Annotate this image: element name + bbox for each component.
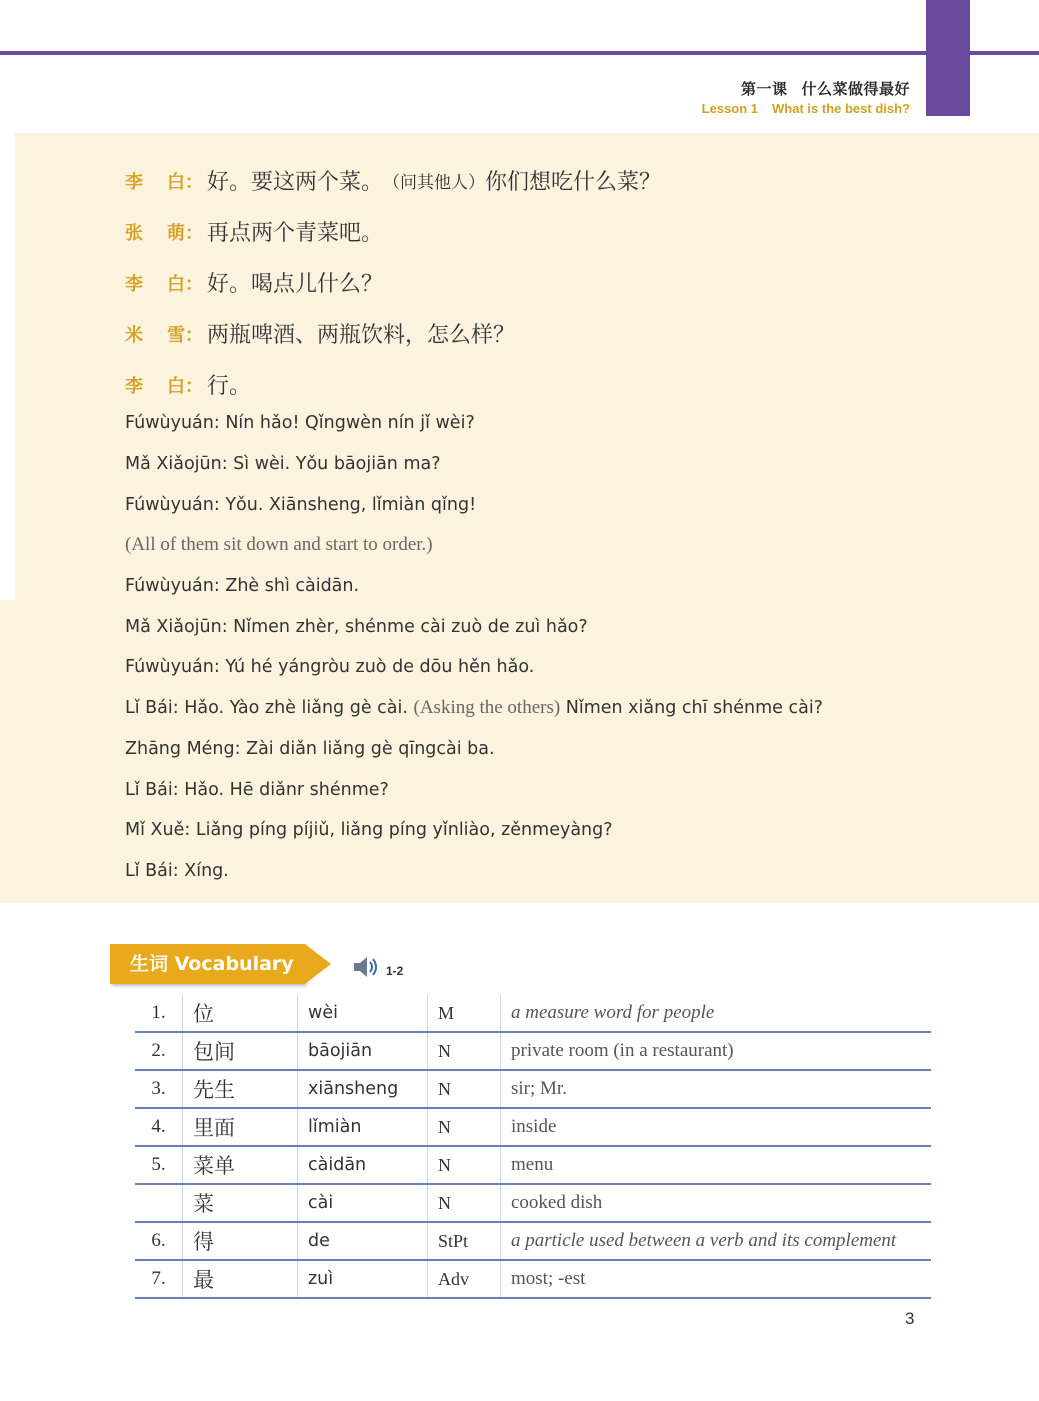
vocab-part-of-speech: N: [428, 1184, 501, 1222]
vocab-part-of-speech: M: [428, 995, 501, 1032]
line-text: Lǐ Bái: Hǎo. Yào zhè liǎng gè cài.: [125, 698, 414, 719]
dialogue-line-pinyin: [125, 403, 823, 444]
vocab-pinyin: xiānsheng: [298, 1070, 428, 1108]
vocab-part-of-speech: StPt: [428, 1222, 501, 1260]
speaker-second-char: 白：: [167, 273, 203, 295]
dialogue-line-cn: [125, 206, 661, 257]
vocab-definition: cooked dish: [501, 1184, 932, 1222]
vocab-pinyin: bāojiān: [298, 1032, 428, 1070]
dialogue-line-pinyin: [125, 810, 823, 851]
speaker-label: [125, 270, 207, 296]
dialogue-line-pinyin: [125, 606, 823, 647]
line-text: Fúwùyuán: Yú hé yángròu zuò de dōu hěn hǎo.: [125, 657, 535, 678]
vocab-row: [135, 1184, 931, 1222]
line-text: 再点两个青菜吧。: [207, 221, 384, 246]
dialogue-line-pinyin: [125, 444, 823, 485]
dialogue-line-pinyin: [125, 729, 823, 770]
vocab-row: [135, 1032, 931, 1070]
vocab-number: 3.: [135, 1070, 183, 1108]
vocab-definition: menu: [501, 1146, 932, 1184]
vocab-pinyin: cài: [298, 1184, 428, 1222]
speaker-first-char: 李: [125, 375, 143, 397]
vocab-definition: private room (in a restaurant): [501, 1032, 932, 1070]
dialogue-line-pinyin: [125, 851, 823, 892]
speaker-first-char: 张: [125, 222, 143, 244]
page-number: 3: [905, 1309, 915, 1328]
dialogue-line-pinyin: [125, 688, 823, 729]
vocab-definition: a measure word for people: [501, 995, 932, 1032]
speaker-first-char: 米: [125, 324, 143, 346]
speaker-label: [125, 219, 207, 245]
vocab-part-of-speech: N: [428, 1032, 501, 1070]
vocab-number: 4.: [135, 1108, 183, 1146]
line-text: 好。喝点儿什么？: [207, 272, 384, 297]
vocab-number: [135, 1184, 183, 1222]
vocab-row: [135, 995, 931, 1032]
vocab-row: [135, 1108, 931, 1146]
vocab-row: [135, 1070, 931, 1108]
speaker-label: [125, 372, 207, 398]
vocab-definition: sir; Mr.: [501, 1070, 932, 1108]
vocab-pinyin: wèi: [298, 995, 428, 1032]
line-text: 两瓶啤酒、两瓶饮料，怎么样？: [207, 323, 516, 348]
line-text: Mǎ Xiǎojūn: Nǐmen zhèr, shénme cài zuò de zuì hǎo?: [125, 616, 588, 637]
vocabulary-table: [135, 995, 931, 1299]
speaker-second-char: 白：: [167, 171, 203, 193]
vocab-pinyin: lǐmiàn: [298, 1108, 428, 1146]
lesson-number-en: Lesson 1: [701, 101, 759, 116]
vocab-row: [135, 1222, 931, 1260]
running-head: [702, 78, 910, 116]
speaker-second-char: 雪：: [167, 324, 203, 346]
stage-direction: (All of them sit down and start to order.): [125, 534, 433, 556]
vocab-part-of-speech: N: [428, 1070, 501, 1108]
vocab-character: 包间: [183, 1032, 298, 1070]
dialogue-line-cn: [125, 308, 661, 359]
vocab-definition: inside: [501, 1108, 932, 1146]
vocab-number: 5.: [135, 1146, 183, 1184]
speaker-icon[interactable]: [352, 955, 380, 979]
dialogue-line-cn: [125, 257, 661, 308]
dialogue-line-pinyin: [125, 566, 823, 607]
vocab-row: [135, 1260, 931, 1298]
vocab-character: 先生: [183, 1070, 298, 1108]
vocab-number: 6.: [135, 1222, 183, 1260]
vocab-character: 菜: [183, 1184, 298, 1222]
stage-direction: (Asking the others): [413, 697, 561, 719]
vocab-part-of-speech: Adv: [428, 1260, 501, 1298]
speaker-label: [125, 321, 207, 347]
line-text: Zhāng Méng: Zài diǎn liǎng gè qīngcài ba.: [125, 738, 495, 759]
dialogue-line-pinyin: [125, 525, 823, 566]
vocab-title-en: Vocabulary: [174, 953, 294, 975]
vocab-pinyin: de: [298, 1222, 428, 1260]
banner-arrow: [305, 944, 331, 984]
vocab-character: 位: [183, 995, 298, 1032]
vocab-number: 2.: [135, 1032, 183, 1070]
running-head-cn: [702, 78, 910, 99]
line-text: 行。: [207, 374, 252, 399]
top-rule: [0, 51, 1039, 55]
dialogue-cn: [125, 155, 661, 410]
line-text: Fúwùyuán: Zhè shì càidān.: [125, 576, 360, 597]
line-text: Mǐ Xuě: Liǎng píng píjiǔ, liǎng píng yǐnliào, zěnmeyàng?: [125, 820, 613, 841]
dialogue-line-pinyin: [125, 484, 823, 525]
vocab-character: 得: [183, 1222, 298, 1260]
speaker-label: [125, 168, 207, 194]
line-text: Lǐ Bái: Xíng.: [125, 860, 229, 881]
running-head-en: [702, 101, 910, 116]
vocab-number: 7.: [135, 1260, 183, 1298]
line-text: Mǎ Xiǎojūn: Sì wèi. Yǒu bāojiān ma?: [125, 454, 441, 475]
vocab-title-cn: 生词: [130, 953, 169, 975]
line-text-continued: 你们想吃什么菜？: [485, 170, 662, 195]
speaker-second-char: 萌：: [167, 222, 203, 244]
speaker-first-char: 李: [125, 273, 143, 295]
line-text: 好。要这两个菜。: [207, 170, 384, 195]
line-text: Fúwùyuán: Nín hǎo! Qǐngwèn nín jǐ wèi?: [125, 413, 475, 434]
dialogue-panel-notch: [0, 600, 15, 903]
lesson-title-en: What is the best dish?: [772, 101, 910, 116]
audio-track-number: 1-2: [386, 964, 404, 978]
audio-track[interactable]: [352, 955, 403, 979]
line-text: Lǐ Bái: Hǎo. Hē diǎnr shénme?: [125, 779, 389, 800]
vocab-row: [135, 1146, 931, 1184]
vocab-definition: most; -est: [501, 1260, 932, 1298]
speaker-second-char: 白：: [167, 375, 203, 397]
speaker-first-char: 李: [125, 171, 143, 193]
line-text: Fúwùyuán: Yǒu. Xiānsheng, lǐmiàn qǐng!: [125, 494, 477, 515]
vocab-character: 最: [183, 1260, 298, 1298]
vocab-pinyin: zuì: [298, 1260, 428, 1298]
lesson-title-cn: 什么菜做得最好: [801, 80, 910, 98]
stage-direction: （问其他人）: [383, 173, 486, 193]
corner-tab: [926, 0, 970, 116]
dialogue-line-pinyin: [125, 769, 823, 810]
vocab-number: 1.: [135, 995, 183, 1032]
dialogue-line-pinyin: [125, 647, 823, 688]
vocab-character: 里面: [183, 1108, 298, 1146]
vocab-part-of-speech: N: [428, 1146, 501, 1184]
dialogue-pinyin: [125, 403, 823, 891]
lesson-number-cn: 第一课: [740, 80, 788, 98]
vocab-pinyin: càidān: [298, 1146, 428, 1184]
vocab-character: 菜单: [183, 1146, 298, 1184]
line-text-continued: Nǐmen xiǎng chī shénme cài?: [560, 698, 823, 719]
banner-label: [130, 944, 294, 984]
vocab-definition: a particle used between a verb and its complement: [501, 1222, 932, 1260]
vocab-part-of-speech: N: [428, 1108, 501, 1146]
dialogue-line-cn: [125, 155, 661, 206]
